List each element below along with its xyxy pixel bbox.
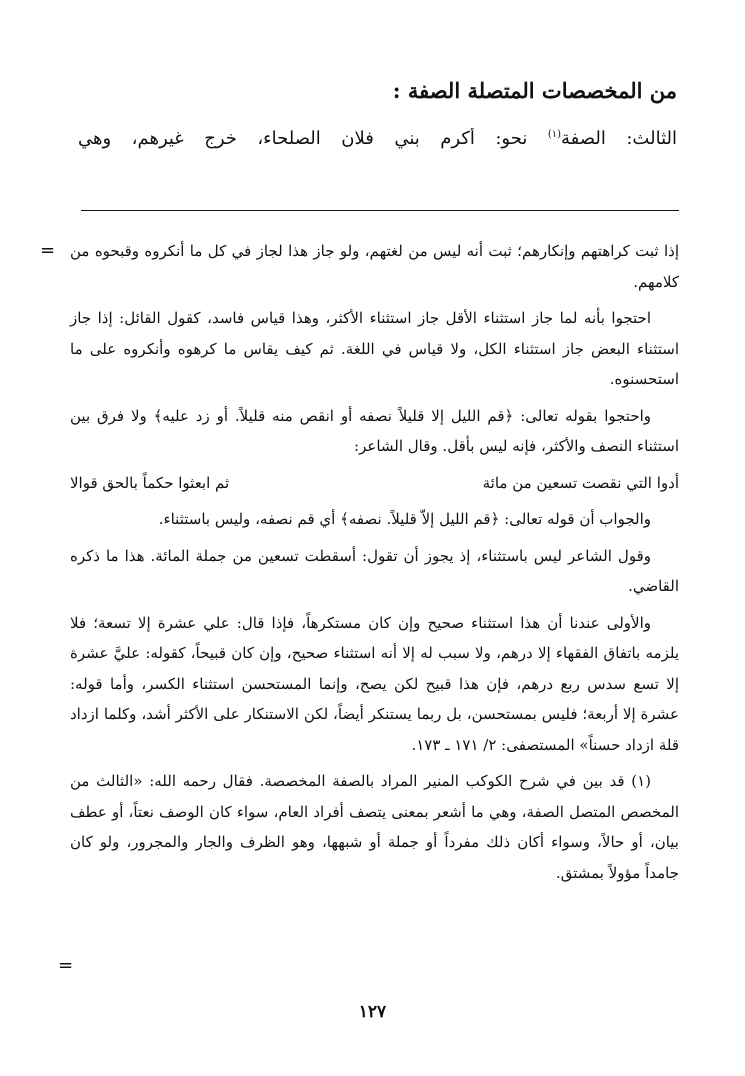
footnote-1-number: (١)	[631, 772, 651, 790]
footnote-paragraph-6: والأولى عندنا أن هذا استثناء صحيح وإن كان مستكرهاً، فإذا قال: علي عشرة إلا تسعة؛ فلا يلزمه باتفاق الفقهاء إلا درهم، ولا سبب له إلا أنه استثناء صحيح، وإن كان قبيحاً، كقوله: عليَّ عشرة إلا تسع سدس ربع درهم، فإن هذا قبيح لكن يصح، وإنما المستحسن استثناء الكسر، وأما قوله: عشرة إلا أربعة؛ فليس بمستحسن، بل ربما يستنكر أيضاً، لكن الاستنكار على الأكثر أشد، وكلما ازداد قلة ازداد حسناً» المستصفى: ٢/ ١٧١ ـ ١٧٣.	[70, 613, 679, 754]
footnote-paragraph-3: واحتجوا بقوله تعالى: ﴿قم الليل إلا قليلاً نصفه أو انقص منه قليلاً. أو زد عليه﴾ ولا فرق بين استثناء النصف والأكثر، فإنه ليس بأقل. وقال الشاعر:	[70, 406, 679, 455]
main-text-start: الثالث: الصفة	[561, 128, 677, 149]
footnote-reference[interactable]: (١)	[547, 129, 562, 140]
main-text-rest: نحو: أكرم بني فلان الصلحاء، خرج غيرهم، وهي	[78, 128, 548, 149]
footnote-1-text: قد بين في شرح الكوكب المنير المراد بالصفة المخصصة. فقال رحمه الله: «الثالث من المخصص المتصل الصفة، وهي ما أشعر بمعنى يتصف أفراد العام، سواء كان الوصف نعتاً، أو عطف بيان، أو حالاً، وسواء أكان ذلك مفرداً أو جملة أو شبهها، وهو الظرف والجار والمجرور، ولو كان جامداً مؤولاً بمشتق.	[70, 772, 679, 882]
continuation-mark-bottom: =	[58, 955, 74, 976]
section-heading: من المخصصات المتصلة الصفة :	[392, 78, 677, 103]
verse-second-hemistich: ثم ابعثوا حكماً بالحق قوالا	[70, 473, 230, 492]
verse-first-hemistich: أدوا التي نقصت تسعين من مائة	[482, 473, 679, 492]
footnote-1	[70, 766, 679, 888]
footnote-paragraph-1: إذا ثبت كراهتهم وإنكارهم؛ ثبت أنه ليس من لغتهم، ولو جاز هذا لجاز في كل ما أنكروه وقبحوه من كلامهم.	[70, 242, 679, 291]
continuation-mark-top: =	[40, 240, 56, 261]
footnotes-section	[70, 236, 679, 894]
main-text-line	[78, 128, 677, 149]
footnote-paragraph-2: احتجوا بأنه لما جاز استثناء الأقل جاز استثناء الأكثر، وهذا قياس فاسد، كقول القائل: إذا جاز استثناء البعض جاز استثناء الكل، ولا قياس في اللغة. ثم كيف يقاس ما كرهوه وأنكروه على ما استحسنوه.	[70, 309, 679, 388]
page-number: ١٢٧	[358, 1002, 387, 1022]
poetry-verse	[70, 468, 679, 499]
footnote-paragraph-4: والجواب أن قوله تعالى: ﴿قم الليل إلاّ قليلاً. نصفه﴾ أي قم نصفه، وليس باستثناء.	[158, 510, 651, 528]
footnote-paragraph-5: وقول الشاعر ليس باستثناء، إذ يجوز أن تقول: أسقطت تسعين من جملة المائة. هذا ما ذكره القاضي.	[70, 546, 679, 595]
footnote-separator	[81, 210, 679, 211]
